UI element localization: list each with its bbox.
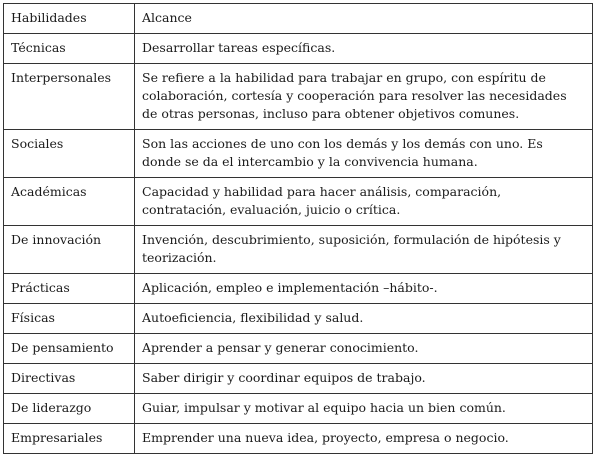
table-row — [4, 424, 593, 454]
skill-cell: Interpersonales — [4, 64, 135, 130]
skill-cell: Sociales — [4, 130, 135, 178]
table-row — [4, 178, 593, 226]
table-row — [4, 130, 593, 178]
table-row — [4, 226, 593, 274]
scope-cell: Son las acciones de uno con los demás y los demás con uno. Es donde se da el intercambio y la convivencia humana. — [135, 130, 593, 178]
scope-cell: Desarrollar tareas específicas. — [135, 34, 593, 64]
skill-cell: Físicas — [4, 304, 135, 334]
scope-cell: Aprender a pensar y generar conocimiento. — [135, 334, 593, 364]
scope-cell: Autoeficiencia, flexibilidad y salud. — [135, 304, 593, 334]
skill-cell: Empresariales — [4, 424, 135, 454]
skills-table — [3, 3, 593, 454]
skill-cell: De liderazgo — [4, 394, 135, 424]
table-row — [4, 64, 593, 130]
skill-cell: Prácticas — [4, 274, 135, 304]
table-row — [4, 364, 593, 394]
table-body — [4, 34, 593, 454]
skill-cell: Académicas — [4, 178, 135, 226]
table-row — [4, 274, 593, 304]
skill-cell: De innovación — [4, 226, 135, 274]
scope-cell: Capacidad y habilidad para hacer análisis, comparación, contratación, evaluación, juicio o crítica. — [135, 178, 593, 226]
scope-cell: Se refiere a la habilidad para trabajar en grupo, con espíritu de colaboración, cortesía y cooperación para resolver las necesidades de otras personas, incluso para obtener objetivos comunes. — [135, 64, 593, 130]
scope-cell: Guiar, impulsar y motivar al equipo hacia un bien común. — [135, 394, 593, 424]
table-row — [4, 304, 593, 334]
header-skill: Habilidades — [4, 4, 135, 34]
table-header-row — [4, 4, 593, 34]
skill-cell: Técnicas — [4, 34, 135, 64]
scope-cell: Aplicación, empleo e implementación –hábito-. — [135, 274, 593, 304]
scope-cell: Saber dirigir y coordinar equipos de trabajo. — [135, 364, 593, 394]
scope-cell: Emprender una nueva idea, proyecto, empresa o negocio. — [135, 424, 593, 454]
scope-cell: Invención, descubrimiento, suposición, formulación de hipótesis y teorización. — [135, 226, 593, 274]
skill-cell: Directivas — [4, 364, 135, 394]
skill-cell: De pensamiento — [4, 334, 135, 364]
header-scope: Alcance — [135, 4, 593, 34]
table-row — [4, 334, 593, 364]
table-row — [4, 34, 593, 64]
table-row — [4, 394, 593, 424]
